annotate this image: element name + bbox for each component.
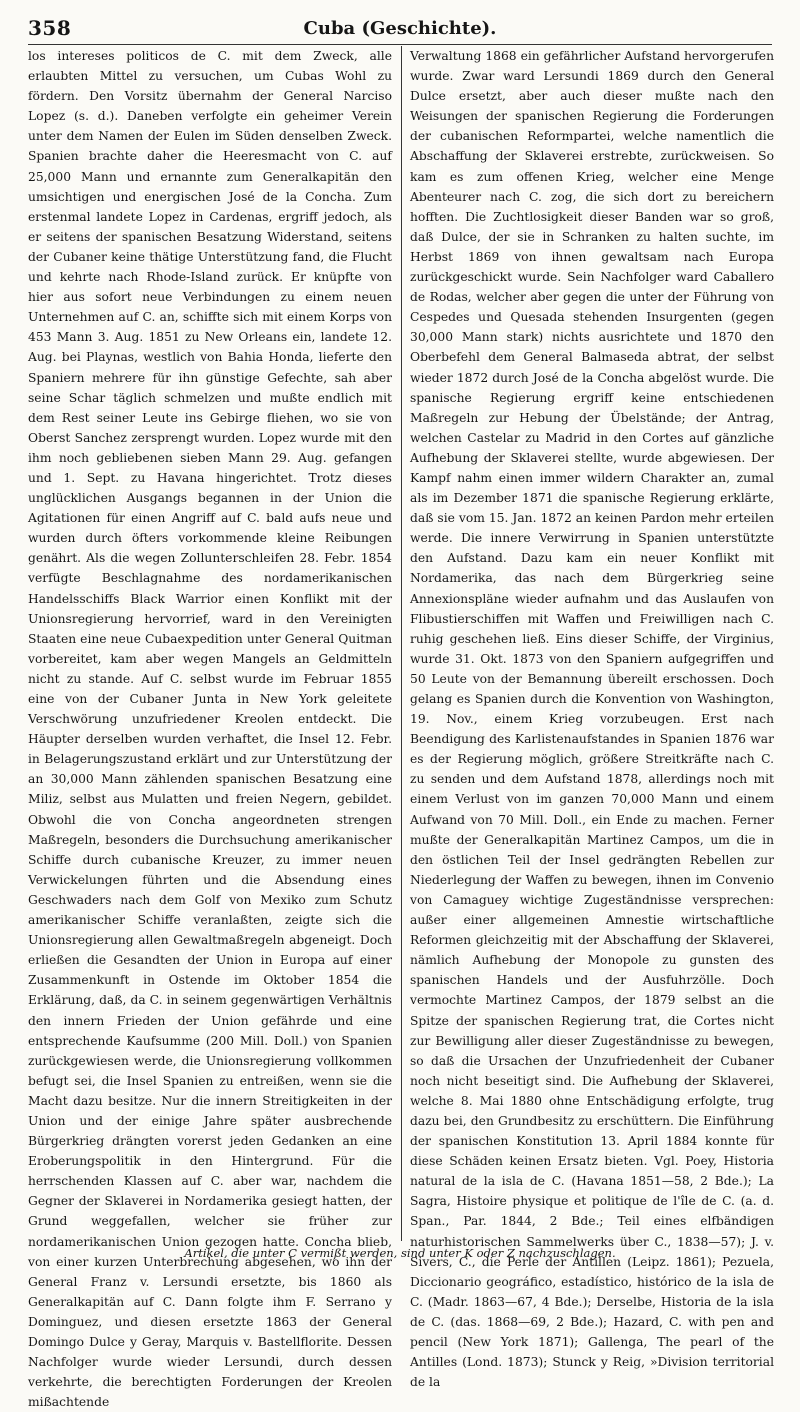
right-column xyxy=(410,46,774,1390)
column-divider xyxy=(401,46,402,1241)
left-column-text: los intereses politicos de C. mit dem Zweck, alle erlaubten Mittel zu versuchen, um Cubas Wohl zu fördern. Den Vorsitz übernahm der General Narciso Lopez (s. d.). Daneben verfolgte ein geheimer Verein unter dem Namen der Eulen im Süden denselben Zweck. Spanien brachte daher die Heeresmacht von C. auf 25,000 Mann und ernannte zum Generalkapitän den umsichtigen und energischen José de la Concha. Zum erstenmal landete Lopez in Cardenas, ergriff jedoch, als er seitens der spanischen Besatzung Widerstand, seitens der Cubaner keine thätige Unterstützung fand, die Flucht und kehrte nach Rhode-Island zurück. Er knüpfte von hier aus sofort neue Verbindungen zu einem neuen Unternehmen auf C. an, schiffte sich mit einem Korps von 453 Mann 3. Aug. 1851 zu New Orleans ein, landete 12. Aug. bei Playnas, westlich von Bahia Honda, lieferte den Spaniern mehrere für ihn günstige Gefechte, sah aber seine Schar täglich schmelzen und mußte endlich mit dem Rest seiner Leute ins Gebirge fliehen, wo sie von Oberst Sanchez zersprengt wurden. Lopez wurde mit den ihm noch gebliebenen sieben Mann 29. Aug. gefangen und 1. Sept. zu Havana hingerichtet. Trotz dieses unglücklichen Ausgangs begannen in der Union die Agitationen für einen Angriff auf C. bald aufs neue und wurden durch öfters vorkommende kleine Reibungen genährt. Als die wegen Zollunterschleifen 28. Febr. 1854 verfügte Beschlagnahme des nordamerikanischen Handelsschiffs Black Warrior einen Konflikt mit der Unionsregierung hervorrief, ward in den Vereinigten Staaten eine neue Cubaexpedition unter General Quitman vorbereitet, kam aber wegen Mangels an Geldmitteln nicht zu stande. Auf C. selbst wurde im Februar 1855 eine von der Cubaner Junta in New York geleitete Verschwörung unzufriedener Kreolen entdeckt. Die Häupter derselben wurden verhaftet, die Insel 12. Febr. in Belagerungszustand erklärt und zur Unterstützung der an 30,000 Mann zählenden spanischen Besatzung eine Miliz, selbst aus Mulatten und freien Negern, gebildet. Obwohl die von Concha angeordneten strengen Maßregeln, besonders die Durchsuchung amerikanischer Schiffe durch cubanische Kreuzer, zu immer neuen Verwickelungen führten und die Absendung eines Geschwaders nach dem Golf von Mexiko zum Schutz amerikanischer Schiffe veranlaßten, zeigte sich die Unionsregierung allen Gewaltmaßregeln abgeneigt. Doch erließen die Gesandten der Union in Europa auf einer Zusammenkunft in Ostende im Oktober 1854 die Erklärung, daß, da C. in seinem gegenwärtigen Verhältnis den innern Frieden der Union gefährde und eine entsprechende Kaufsumme (200 Mill. Doll.) von Spanien zurückgewiesen werde, die Unionsregierung vollkommen befugt sei, die Insel Spanien zu entreißen, wenn sie die Macht dazu besitze. Nur die innern Streitigkeiten in der Union und der einige Jahre später ausbrechende Bürgerkrieg drängten vorerst jeden Gedanken an eine Eroberungspolitik in den Hintergrund. Für die herrschenden Klassen auf C. aber war, nachdem die Gegner der Sklaverei in Nordamerika gesiegt hatten, der Grund weggefallen, welcher sie früher zur nordamerikanischen Union gezogen hatte. Concha blieb, von einer kurzen Unterbrechung abgesehen, wo ihn der General Franz v. Lersundi ersetzte, bis 1860 als Generalkapitän auf C. Dann folgte ihm F. Serrano y Dominguez, und diesen ersetzte 1863 der General Domingo Dulce y Geray, Marquis v. Bastellflorite. Dessen Nachfolger wurde wieder Lersundi, durch dessen verkehrte, die berechtigten Forderungen der Kreolen mißachtende xyxy=(28,49,392,1410)
page-footnote: Artikel, die unter C vermißt werden, sind unter K oder Z nachzuschlagen. xyxy=(184,1246,616,1260)
right-column-text: Verwaltung 1868 ein gefährlicher Aufstand hervorgerufen wurde. Zwar ward Lersundi 1869 durch den General Dulce ersetzt, aber auch dieser mußte nach den Weisungen der spanischen Regierung die Forderungen der cubanischen Reformpartei, welche namentlich die Abschaffung der Sklaverei erstrebte, zurückweisen. So kam es zum offenen Krieg, welcher eine Menge Abenteurer nach C. zog, die sich dort zu bereichern hofften. Die Zuchtlosigkeit dieser Banden war so groß, daß Dulce, der sie in Schranken zu halten suchte, im Herbst 1869 von ihnen gewaltsam nach Europa zurückgeschickt wurde. Sein Nachfolger ward Caballero de Rodas, welcher aber gegen die unter der Führung von Cespedes und Quesada stehenden Insurgenten (gegen 30,000 Mann stark) nichts ausrichtete und 1870 den Oberbefehl dem General Balmaseda abtrat, der selbst wieder 1872 durch José de la Concha abgelöst wurde. Die spanische Regierung ergriff keine entschiedenen Maßregeln zur Hebung der Übelstände; der Antrag, welchen Castelar zu Madrid in den Cortes auf gänzliche Aufhebung der Sklaverei stellte, wurde abgewiesen. Der Kampf nahm einen immer wildern Charakter an, zumal als im Dezember 1871 die spanische Regierung erklärte, daß sie vom 15. Jan. 1872 an keinen Pardon mehr erteilen werde. Die innere Verwirrung in Spanien unterstützte den Aufstand. Dazu kam ein neuer Konflikt mit Nordamerika, das nach dem Bürgerkrieg seine Annexionspläne wieder aufnahm und das Auslaufen von Flibustierschiffen mit Waffen und Freiwilligen nach C. ruhig geschehen ließ. Eins dieser Schiffe, der Virginius, wurde 31. Okt. 1873 von den Spaniern aufgegriffen und 50 Leute von der Bemannung übereilt erschossen. Doch gelang es Spanien durch die Konvention von Washington, 19. Nov., einem Krieg vorzubeugen. Erst nach Beendigung des Karlistenaufstandes in Spanien 1876 war es der Regierung möglich, größere Streitkräfte nach C. zu senden und dem Aufstand 1878, allerdings noch mit einem Verlust von im ganzen 70,000 Mann und einem Aufwand von 70 Mill. Doll., ein Ende zu machen. Ferner mußte der Generalkapitän Martinez Campos, um die in den östlichen Teil der Insel gedrängten Rebellen zur Niederlegung der Waffen zu bewegen, ihnen im Convenio von Camaguey wichtige Zugeständnisse versprechen: außer einer allgemeinen Amnestie wirtschaftliche Reformen gleichzeitig mit der Abschaffung der Sklaverei, nämlich Aufhebung der Monopole zu gunsten des spanischen Handels und der Ausfuhrzölle. Doch vermochte Martinez Campos, der 1879 selbst an die Spitze der spanischen Regierung trat, die Cortes nicht zur Bewilligung aller dieser Zugeständnisse zu bewegen, so daß die Ursachen der Unzufriedenheit der Cubaner noch nicht beseitigt sind. Die Aufhebung der Sklaverei, welche 8. Mai 1880 ohne Entschädigung erfolgte, trug dazu bei, den Grundbesitz zu erschüttern. Die Einführung der spanischen Konstitution 13. April 1884 konnte für diese Schäden keinen Ersatz bieten. Vgl. Poey, Historia natural de la isla de C. (Havana 1851—58, 2 Bde.); La Sagra, Histoire physique et politique de l'île de C. (a. d. Span., Par. 1844, 2 Bde.; Teil eines elfbändigen naturhistorischen Sammelwerks über C., 1838—57); J. v. Sivers, C., die Perle der Antillen (Leipz. 1861); Pezuela, Diccionario geográfico, estadístico, histórico de la isla de C. (Madr. 1863—67, 4 Bde.); Derselbe, Historia de la isla de C. (das. 1868—69, 2 Bde.); Hazard, C. with pen and pencil (New York 1871); Gallenga, The pearl of the Antilles (Lond. 1873); Stunck y Reig, »Division territorial de la xyxy=(410,49,774,1390)
page-number: 358 xyxy=(28,16,72,40)
left-column xyxy=(28,46,392,1410)
page-header xyxy=(28,16,772,45)
running-title: Cuba (Geschichte). xyxy=(303,18,497,39)
